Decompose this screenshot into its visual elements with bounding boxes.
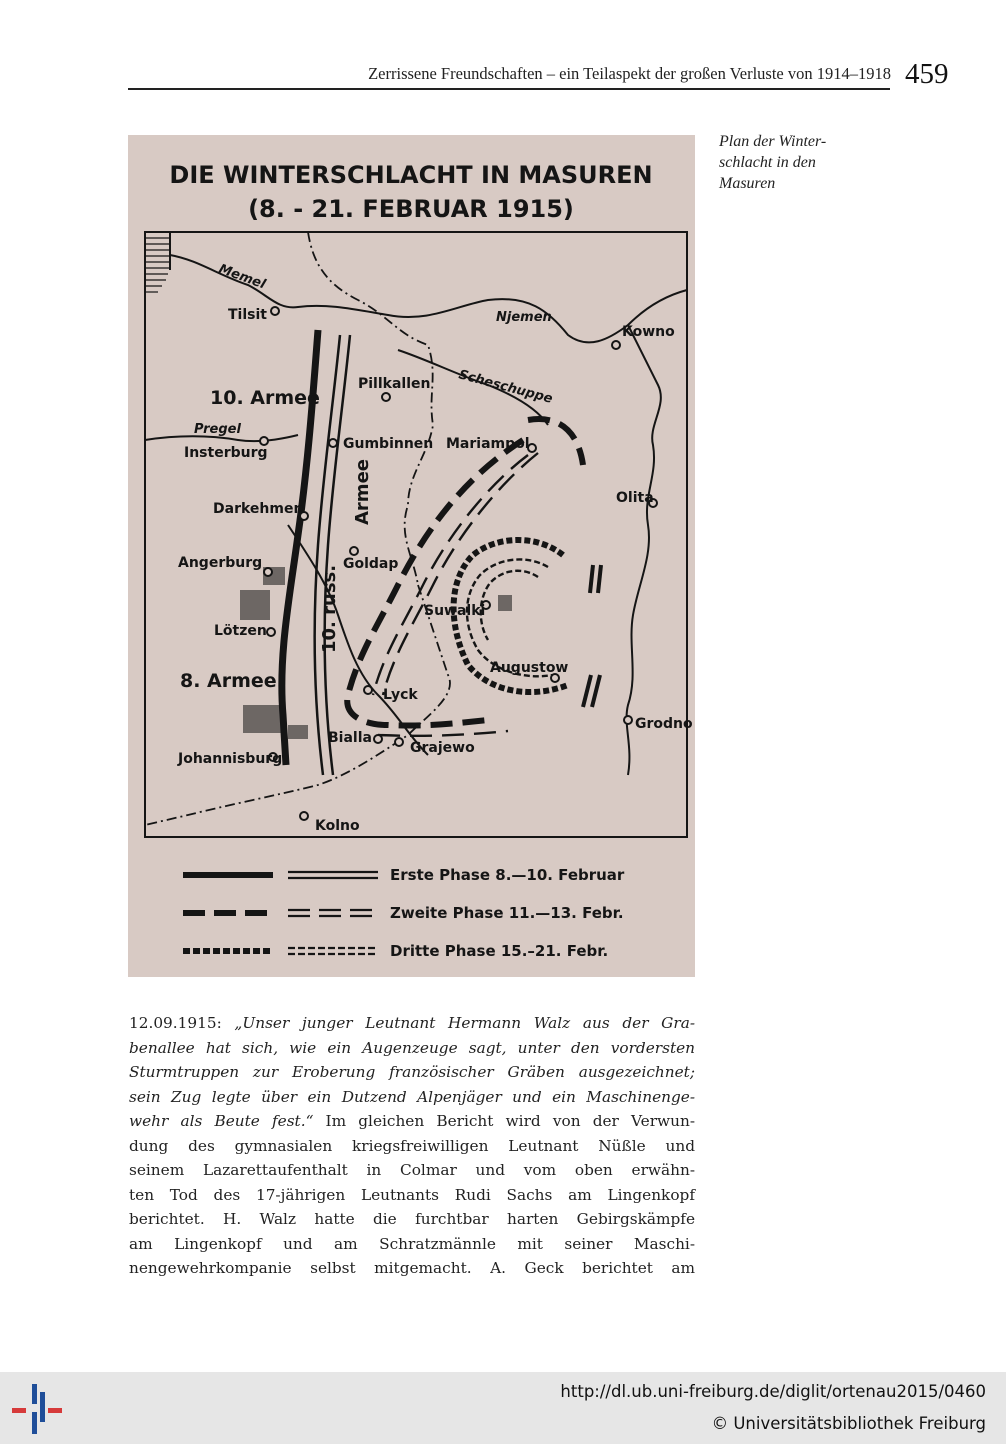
- body-paragraph: [129, 1011, 695, 1281]
- caption-line: Plan der Winter-: [719, 133, 827, 150]
- place-label: Goldap: [343, 556, 399, 572]
- place-label: Suwalki: [424, 603, 486, 619]
- quote-text: sein Zug legte über ein Dutzend Alpenjäger und ein Maschinenge-: [129, 1087, 695, 1106]
- place-label: Grodno: [635, 716, 693, 732]
- body-line: berichtet. H. Walz hatte die furchtbar harten Gebirgskämpfe: [129, 1210, 695, 1228]
- body-line: [129, 1109, 695, 1134]
- body-line: seinem Lazarettaufenthalt in Colmar und vom oben erwähn-: [129, 1161, 695, 1179]
- body-line: am Lingenkopf und am Schratzmännle mit seiner Maschi-: [129, 1234, 695, 1253]
- body-line: nengewehrkompanie selbst mitgemacht. A. Geck berichtet am: [129, 1259, 695, 1277]
- body-line: ten Tod des 17-jährigen Leutnants Rudi Sachs am Lingenkopf: [129, 1185, 695, 1204]
- place-label: Tilsit: [228, 307, 267, 323]
- army-label-8: 8. Armee: [180, 670, 277, 692]
- body-line: [129, 1011, 695, 1036]
- army-label-10: 10. Armee: [210, 387, 320, 409]
- footer-copyright: © Universitätsbibliothek Freiburg: [711, 1414, 986, 1433]
- figure-caption: [719, 131, 879, 194]
- quote-text: benallee hat sich, wie ein Augenzeuge sagt, unter den vordersten: [129, 1038, 695, 1057]
- map-title-line2: (8. - 21. FEBRUAR 1915): [248, 195, 574, 223]
- river-label-njemen: Njemen: [496, 310, 552, 325]
- army-label-russian: 10. russ.: [319, 564, 340, 653]
- place-label: Angerburg: [178, 555, 263, 571]
- quote-text: „Unser junger Leutnant Hermann Walz aus der Gra-: [234, 1014, 695, 1032]
- date-text: 12.09.1915:: [129, 1014, 235, 1032]
- caption-line: schlacht in den: [719, 154, 816, 171]
- phase-tick-marks: [583, 565, 601, 707]
- place-label: Bialla: [328, 730, 372, 746]
- place-label: Pillkallen: [358, 376, 431, 392]
- place-label: Grajewo: [410, 740, 475, 756]
- place-label: Mariampol: [446, 436, 530, 452]
- body-line: [129, 1085, 695, 1110]
- legend-label-phase1: Erste Phase 8.—10. Februar: [390, 866, 625, 884]
- body-line: dung des gymnasialen kriegsfreiwilligen Leutnant Nüßle und: [129, 1136, 695, 1155]
- place-label: Darkehmen: [213, 501, 304, 517]
- battle-map-figure: [128, 135, 695, 977]
- place-label: Gumbinnen: [343, 436, 434, 452]
- legend-phase2: [183, 904, 624, 922]
- map-title-line1: DIE WINTERSCHLACHT IN MASUREN: [169, 161, 653, 189]
- quote-text: wehr als Beute fest.“: [129, 1112, 314, 1130]
- place-label: Lötzen: [214, 623, 267, 639]
- sea-hatching: [145, 232, 170, 292]
- place-label: Augustow: [490, 660, 569, 676]
- place-label: Kowno: [622, 324, 675, 340]
- quote-text: Sturmtruppen zur Eroberung französischer Gräben ausgezeichnet;: [129, 1063, 695, 1081]
- library-logo-icon: [12, 1384, 62, 1434]
- place-label: Insterburg: [184, 445, 268, 461]
- place-label: Lyck: [383, 687, 418, 703]
- header-rule: [128, 88, 890, 90]
- battle-map: [128, 135, 695, 977]
- body-line: [129, 1036, 695, 1061]
- legend-phase1: [183, 866, 625, 884]
- army-label-russian-armee: Armee: [352, 459, 373, 525]
- place-label: Olita: [616, 490, 654, 506]
- legend-phase3: [183, 942, 608, 960]
- body-line: [129, 1060, 695, 1085]
- place-label: Johannisburg: [178, 751, 283, 767]
- caption-line: Masuren: [719, 175, 776, 192]
- legend-label-phase3: Dritte Phase 15.–21. Febr.: [390, 942, 609, 960]
- river-label-memel: Memel: [216, 261, 268, 293]
- river-label-pregel: Pregel: [194, 422, 241, 437]
- legend-label-phase2: Zweite Phase 11.—13. Febr.: [390, 904, 624, 922]
- body-text: Im gleichen Bericht wird von der Verwun-: [313, 1112, 695, 1130]
- river-label-scheschuppe: Scheschuppe: [456, 367, 555, 407]
- page-number: 459: [905, 58, 949, 90]
- place-label: Kolno: [315, 818, 360, 834]
- running-title: Zerrissene Freundschaften – ein Teilaspekt der großen Verluste von 1914–1918: [368, 64, 891, 83]
- footer-url-link[interactable]: http://dl.ub.uni-freiburg.de/diglit/ortenau2015/0460: [560, 1382, 986, 1401]
